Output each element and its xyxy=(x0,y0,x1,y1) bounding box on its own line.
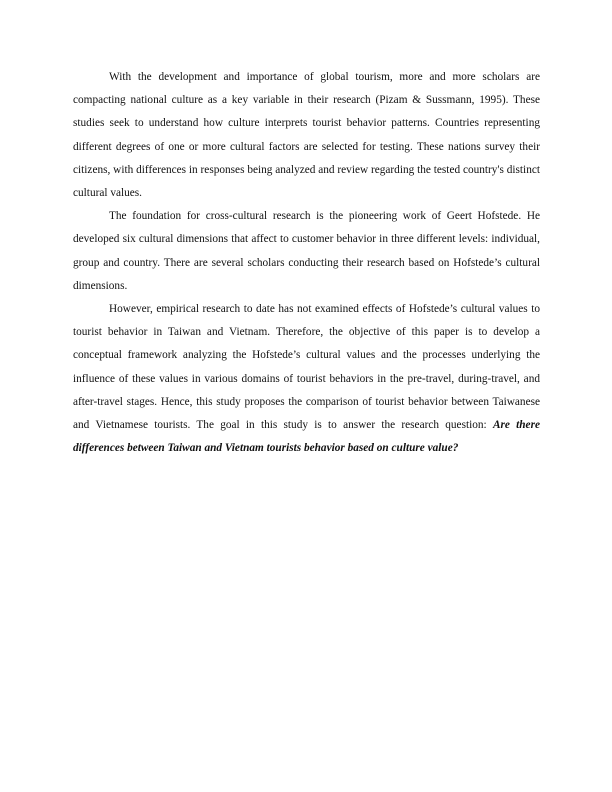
paragraph-3 xyxy=(73,298,540,460)
paragraph-3-text: However, empirical research to date has not examined effects of Hofstede’s cultural values to tourist behavior in Taiwan and Vietnam. Therefore, the objective of this paper is to develop a conceptual framework analyzing the Hofstede’s cultural values and the processes underlying the influence of these values in various domains of tourist behaviors in the pre-travel, during-travel, and after-travel stages. Hence, this study proposes the comparison of tourist behavior between Taiwanese and Vietnamese tourists. The goal in this study is to answer the research question: xyxy=(73,303,540,432)
research-question: Are there differences between Taiwan and Vietnam tourists behavior based on culture value? xyxy=(73,419,540,455)
paragraph-1: With the development and importance of global tourism, more and more scholars are compacting national culture as a key variable in their research (Pizam & Sussmann, 1995). These studies seek to understand how culture interprets tourist behavior patterns. Countries representing different degrees of one or more cultural factors are selected for testing. These nations survey their citizens, with differences in responses being analyzed and review regarding the tested country's distinct cultural values. xyxy=(73,71,540,200)
paragraph-2: The foundation for cross-cultural research is the pioneering work of Geert Hofstede. He developed six cultural dimensions that affect to customer behavior in three different levels: individual, group and country. There are several scholars conducting their research based on Hofstede’s cultural dimensions. xyxy=(73,210,540,292)
document-page xyxy=(73,66,540,460)
